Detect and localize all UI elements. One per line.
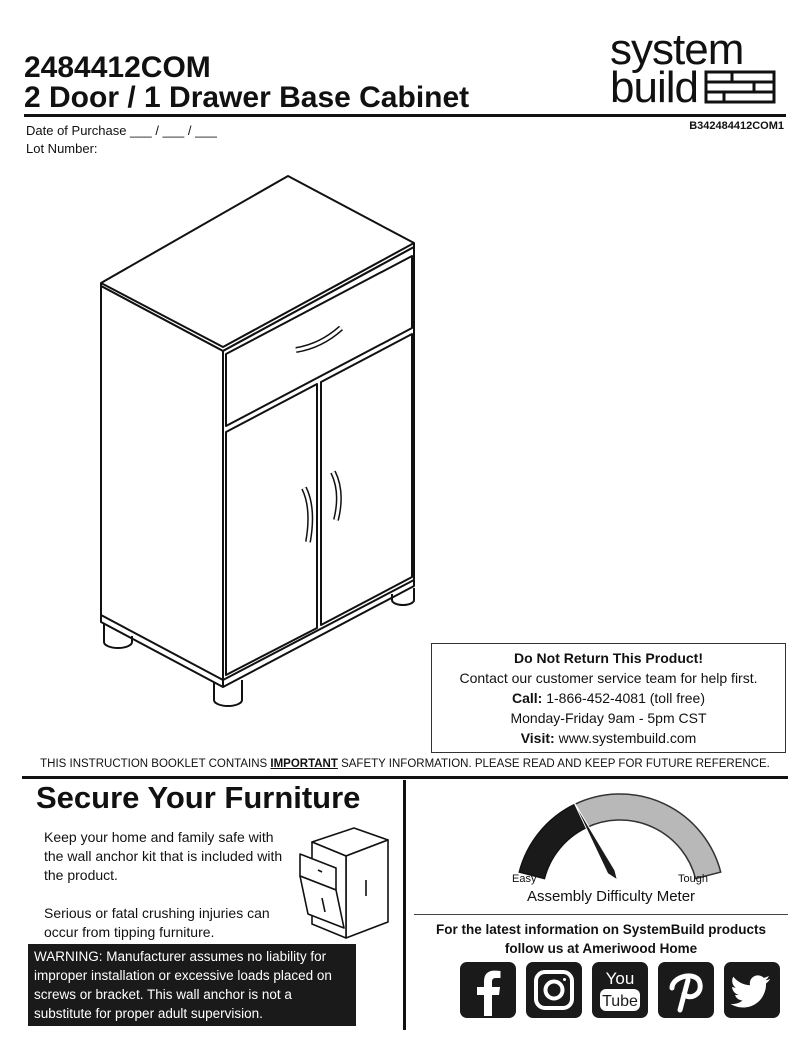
- header-rule: [24, 114, 786, 117]
- do-not-return-heading: Do Not Return This Product!: [514, 650, 703, 666]
- social-line-2: follow us at Ameriwood Home: [504, 941, 698, 956]
- pinterest-icon[interactable]: [658, 962, 714, 1018]
- meter-easy-label: Easy: [512, 873, 537, 885]
- logo-word-build: build: [610, 63, 698, 106]
- phone-number: 1-866-452-4081 (toll free): [542, 690, 705, 706]
- meter-easy-arc: [519, 804, 586, 878]
- visit-label: Visit:: [520, 730, 555, 746]
- twitter-icon[interactable]: [724, 962, 780, 1018]
- safety-notice: [22, 758, 788, 770]
- youtube-tube-text: Tube: [602, 993, 638, 1010]
- meter-caption: Assembly Difficulty Meter: [526, 888, 696, 905]
- lot-number: Lot Number:: [26, 141, 98, 156]
- column-divider: [403, 780, 406, 1030]
- social-rule: [414, 914, 788, 915]
- model-number: 2484412COM: [24, 51, 211, 84]
- systembuild-logo: [608, 28, 786, 106]
- phone-line: [432, 688, 785, 708]
- logo-brick-icon: [706, 72, 774, 102]
- youtube-you-text: You: [605, 969, 635, 988]
- secure-furniture-title: Secure Your Furniture: [36, 780, 361, 815]
- logo-word-system: system: [610, 28, 744, 74]
- customer-support-box: [431, 643, 786, 753]
- tipping-cabinet-illustration: [292, 820, 402, 942]
- website-line: [432, 728, 785, 748]
- website-url[interactable]: www.systembuild.com: [554, 730, 697, 746]
- instagram-icon[interactable]: [526, 962, 582, 1018]
- meter-tough-label: Tough: [678, 873, 708, 885]
- call-label: Call:: [512, 690, 543, 706]
- difficulty-meter: [500, 790, 740, 900]
- date-of-purchase: Date of Purchase ___ / ___ / ___: [26, 123, 217, 138]
- safety-notice-after: SAFETY INFORMATION. PLEASE READ AND KEEP FOR FUTURE REFERENCE.: [337, 758, 770, 770]
- section-rule: [22, 776, 788, 779]
- contact-text: Contact our customer service team for help first.: [459, 670, 758, 686]
- product-title: 2 Door / 1 Drawer Base Cabinet: [24, 81, 470, 114]
- hours-line: Monday-Friday 9am - 5pm CST: [510, 710, 707, 726]
- meter-tough-arc: [575, 794, 721, 879]
- document-code: B342484412COM1: [689, 120, 784, 132]
- youtube-icon[interactable]: [592, 962, 648, 1018]
- cabinet-illustration: [96, 170, 426, 715]
- facebook-icon[interactable]: [460, 962, 516, 1018]
- warning-box: WARNING: Manufacturer assumes no liability for improper installation or excessive loads placed on screws or bracket. This wall anchor is not a substitute for proper adult supervision.: [28, 944, 356, 1026]
- social-line-1: For the latest information on SystemBuild products: [435, 922, 767, 937]
- safety-notice-before: THIS INSTRUCTION BOOKLET CONTAINS: [40, 758, 271, 770]
- social-follow-text: [414, 920, 788, 958]
- safety-notice-emphasis: IMPORTANT: [270, 758, 338, 770]
- tipping-warning-text: Serious or fatal crushing injuries can occur from tipping furniture.: [44, 905, 270, 940]
- wall-anchor-text: Keep your home and family safe with the wall anchor kit that is included with the product.: [44, 829, 283, 883]
